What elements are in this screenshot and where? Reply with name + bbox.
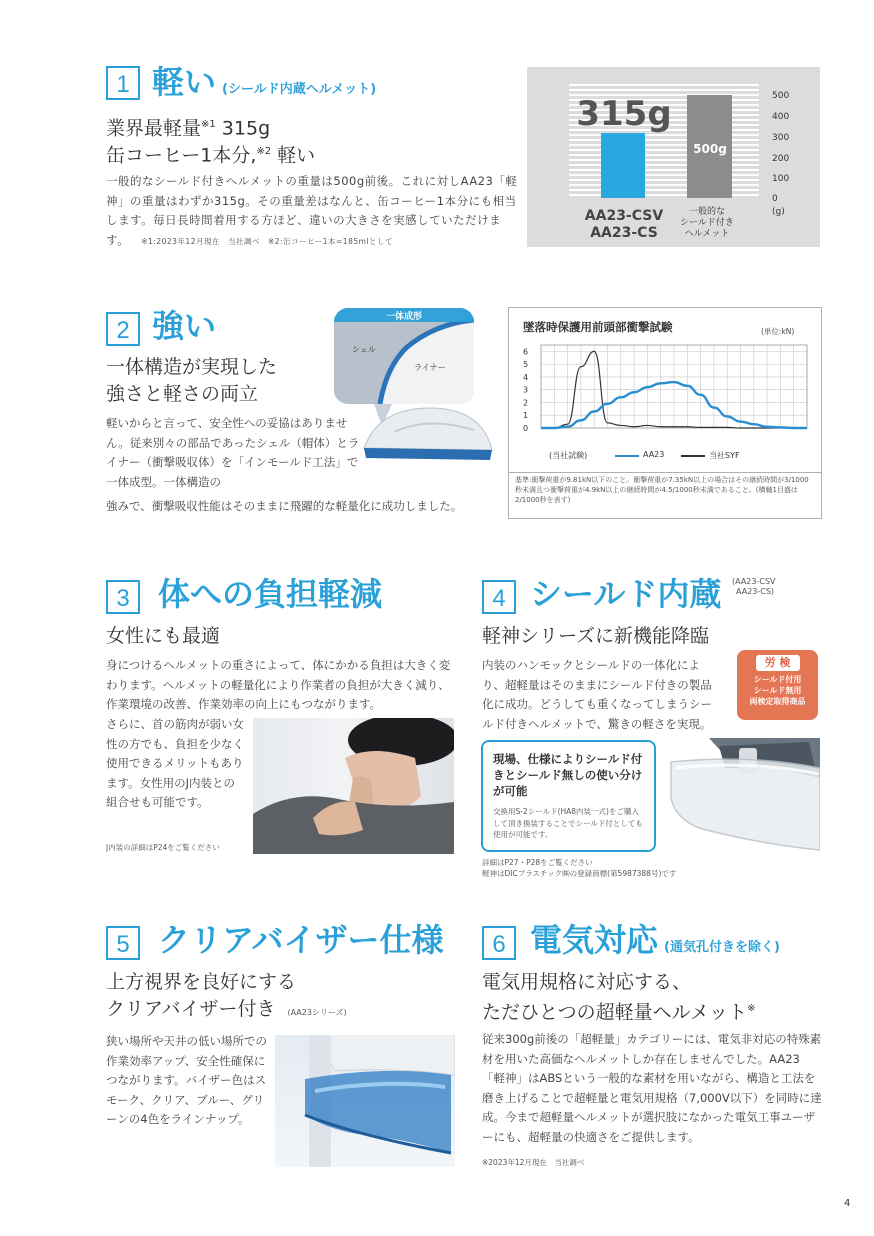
section-2-title: 強い [152,307,217,345]
section-1-body [106,172,518,251]
helmet-structure-diagram [334,308,494,468]
clear-visor-photo [275,1035,455,1167]
section-4-note-1: 詳細はP27・P28をご覧ください [482,858,593,867]
weight-chart [527,67,820,247]
section-2-number: 2 [106,312,140,346]
section-4-body: 内装のハンモックとシールドの一体化により、超軽量はそのままにシールド付きの製品化に成功。どうしても重くなってしまうシールド付きヘルメットで、驚きの軽さを実現。 [482,658,712,731]
section-6-title-sub: (通気孔付きを除く) [664,940,780,955]
section-2-body-1: 軽いからと言って、安全性への妥協はありません。従来別々の部品であったシェル（帽体）とライナー（衝撃吸収体）を「インモールド工法」で一体成型。一体構造の [106,416,360,489]
section-2-subhead-2: 強さと軽さの両立 [106,383,259,405]
subhead-1-weight: 315g [215,117,271,140]
impact-ytick: 3 [523,385,529,395]
section-3-body-2: さらに、首の筋肉が弱い女性の方でも、負担を少なく使用できるメリットもあります。女性用のJ内装との組合せも可能です。 [106,717,244,809]
impact-chart-caption: 基準:衝撃荷重が9.81kN以下のこと。衝撃荷重が7.35kN以上の場合はその継続時間が3/1000秒未満且つ衝撃荷重が4.9kN以上の継続時間が4.5/1000秒未満であること。(横軸1目盛は2/1000秒を表す) [515,476,809,504]
helmet-diagram-svg [334,308,494,468]
section-5-subhead-2 [106,996,347,1026]
section-1-note: ※1:2023年12月現在 当社調べ ※2:缶コーヒー1本=185mlとして [141,236,394,246]
subhead-1-text: 業界最軽量 [106,117,202,140]
section-6-subhead-2 [482,996,755,1025]
impact-chart-title: 墜落時保護用前頭部衝撃試験 [523,320,673,334]
inspection-badge-title: 労 検 [756,655,800,671]
legend-prefix: (当社試験) [549,451,588,460]
impact-legend [509,446,821,466]
section-6-title [530,920,780,968]
bar-aa23-label: 315g [576,94,672,135]
section-1-subhead-2 [106,139,315,168]
impact-ytick: 1 [523,411,529,421]
subhead-2-tail: 軽い [271,144,316,167]
weight-ytick: 200 [772,154,790,164]
badge-line-2: シールド無用 [753,686,802,695]
section-5-number: 5 [106,926,140,960]
section-2-body-2: 強みで、衝撃吸収性能はそのままに飛躍的な軽量化に成功しました。 [106,499,463,513]
subhead-5-tag: (AA23シリーズ) [287,1008,347,1017]
weight-unit: (g) [772,207,785,217]
neck-pain-illustration [253,718,454,854]
section-5-title: クリアバイザー仕様 [158,921,444,959]
section-1-subhead-1 [106,112,270,141]
section-4-number: 4 [482,580,516,614]
model-tag-line2: AA23-CS) [736,587,775,596]
weight-chart-panel [527,67,820,247]
badge-line-3: 両検定取得商品 [749,697,806,706]
shield-helmet-illustration [669,738,820,853]
weight-ytick: 500 [772,91,790,101]
section-4-note-2: 軽神はDICプラスチック㈱の登録商標(第5987388号)です [482,869,677,878]
section-6-note: ※2023年12月現在 当社調べ [482,1158,585,1167]
neck-pain-photo [253,718,454,854]
section-3-body-1: 身につけるヘルメットの重さによって、体にかかる負担は大きく変わります。ヘルメットの軽量化により作業者の負担が大きく減り、作業環境の改善、作業効率の向上にもつながります。 [106,658,451,711]
category-aa23-line2: AA23-CS [590,225,658,241]
subhead-6-text: ただひとつの超軽量ヘルメット [482,1001,748,1024]
section-1-number: 1 [106,66,140,100]
legend-label-syf: 当社SYF [709,451,740,460]
impact-grid [541,345,807,428]
subhead-1-sup: ※1 [201,119,216,130]
impact-test-chart [508,307,822,519]
callout-body: 交換用S-2シールド(HA8内装一式)をご購入して頂き換装することでシールド付としても使用が可能です。 [493,807,643,839]
category-aa23-line1: AA23-CSV [584,208,664,224]
impact-ytick: 0 [523,424,529,433]
section-6-number: 6 [482,926,516,960]
liner-label: ライナー [414,363,446,372]
legend-label-aa23: AA23 [643,450,665,459]
category-general-line2: シールド付き [680,218,734,228]
subhead-2-text: 缶コーヒー1本分, [106,144,257,167]
category-general-line1: 一般的な [688,207,726,217]
category-general-line3: ヘルメット [684,229,730,239]
section-4-model-tag [732,577,776,597]
section-3-subhead: 女性にも最適 [106,625,221,647]
shell-label: シェル [352,345,376,354]
section-6-title-main: 電気対応 [530,921,659,959]
cross-section-closeup [334,308,474,404]
impact-ytick: 4 [523,372,529,382]
section-1-title-main: 軽い [152,63,217,101]
section-3-title: 体への負担軽減 [158,575,383,613]
impact-ytick: 6 [523,347,529,357]
impact-yticks [523,347,528,433]
callout-heading: 現場、仕様によりシールド付きとシールド無しの使い分けが可能 [493,752,643,798]
section-3-number: 3 [106,580,140,614]
section-5-subhead-1: 上方視界を良好にする [106,971,297,993]
section-1-body-text: 一般的なシールド付きヘルメットの重量は500g前後。これに対しAA23「軽神」の重量はわずか315g。その重量差はなんと、缶コーヒー1本分にも相当します。毎日長時間着用する方ほど、違いの大きさを実感していただけます。 [106,174,518,247]
section-4-subhead: 軽神シリーズに新機能降臨 [482,625,710,647]
section-1-title-sub: (シールド内蔵ヘルメット) [222,82,377,97]
impact-chart-unit: (単位:kN) [761,327,795,336]
section-1-title [152,62,376,110]
legend-swatch-aa23 [615,455,639,457]
weight-ytick: 400 [772,112,790,122]
section-5-body: 狭い場所や天井の低い場所での作業効率アップ、安全性確保につながります。バイザー色はスモーク、クリア、ブルー、グリーンの4色をラインナップ。 [106,1034,267,1126]
integral-molding-label: 一体成形 [385,312,423,322]
subhead-2-sup: ※2 [256,146,272,157]
impact-ytick: 5 [523,360,529,370]
section-6-subhead-1: 電気用規格に対応する、 [482,971,692,993]
subhead-6-sup: ※ [747,1003,756,1014]
weight-ytick: 0 [772,194,778,204]
shield-helmet-photo [669,738,820,853]
page-number: 4 [844,1198,851,1209]
clear-visor-illustration [275,1035,455,1167]
weight-ytick: 100 [772,174,790,184]
badge-line-1: シールド付用 [753,675,802,684]
shield-callout-box [481,740,656,852]
inspection-badge [737,650,818,720]
subhead-5-text: クリアバイザー付き [106,998,276,1020]
legend-swatch-syf [681,455,705,457]
impact-ytick: 2 [523,398,529,408]
weight-ytick: 300 [772,133,790,143]
bar-general-label: 500g [693,142,727,156]
section-6-body: 従来300g前後の「超軽量」カテゴリーには、電気非対応の特殊素材を用いた高価なヘルメットしか存在しませんでした。AA23「軽神」はABSという一般的な素材を用いながら、構造と工法を磨き上げることで超軽量と電気用規格（7,000V以下）を同時に達成。今まで超軽量ヘルメットが選択肢になかった電気工事ユーザーにも、超軽量の快適さをご提供します。 [482,1032,822,1144]
section-4-title: シールド内蔵 [530,575,722,613]
section-3-note: J内装の詳細はP24をご覧ください [106,843,220,852]
bar-aa23 [601,133,645,198]
model-tag-line1: (AA23-CSV [732,577,776,586]
section-2-subhead-1: 一体構造が実現した [106,356,278,378]
